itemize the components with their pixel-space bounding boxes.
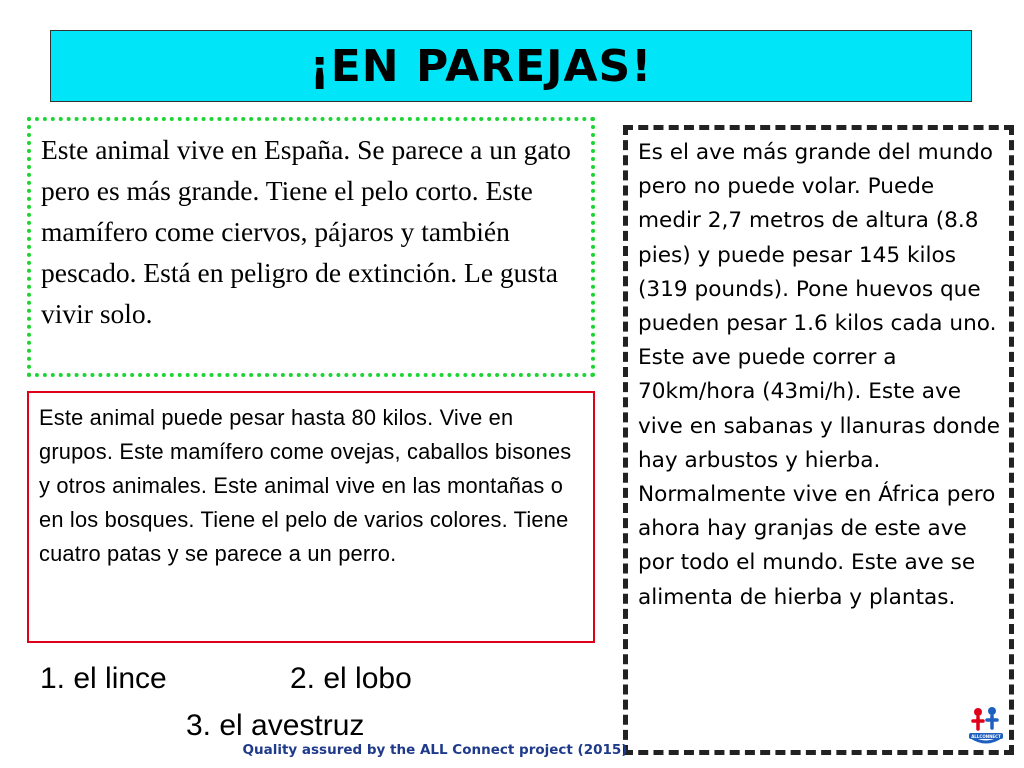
- all-connect-logo-icon: [965, 703, 1007, 747]
- clue-box-wolf: Este animal puede pesar hasta 80 kilos. Vive en grupos. Este mamífero come ovejas, caballos bisones y otros animales. Este animal vive en las montañas o en los bosques. Tiene el pelo de varios colores. Tiene cuatro patas y se parece a un perro.: [27, 391, 595, 643]
- clue-box-ostrich: Es el ave más grande del mundo pero no puede volar. Puede medir 2,7 metros de altura (8.8 pies) y puede pesar 145 kilos (319 pounds). Pone huevos que pueden pesar 1.6 kilos cada uno. Este ave puede correr a 70km/hora (43mi/h). Este ave vive en sabanas y llanuras donde hay arbustos y hierba. Normalmente vive en África pero ahora hay granjas de este ave por todo el mundo. Este ave se alimenta de hierba y plantas.: [623, 125, 1014, 755]
- answer-option-1: 1. el lince: [40, 662, 167, 695]
- svg-text:ALLCONNECT: ALLCONNECT: [971, 734, 1001, 739]
- answer-option-2: 2. el lobo: [290, 662, 412, 695]
- answer-option-3: 3. el avestruz: [186, 709, 365, 742]
- title-banner: [50, 30, 972, 102]
- clue-box-lynx: Este animal vive en España. Se parece a un gato pero es más grande. Tiene el pelo corto. Este mamífero come ciervos, pájaros y también pescado. Está en peligro de extinción. Le gusta vivir solo.: [27, 117, 595, 377]
- footer-credit: Quality assured by the ALL Connect project (2015): [242, 742, 628, 758]
- page-title: ¡EN PAREJAS!: [309, 40, 653, 92]
